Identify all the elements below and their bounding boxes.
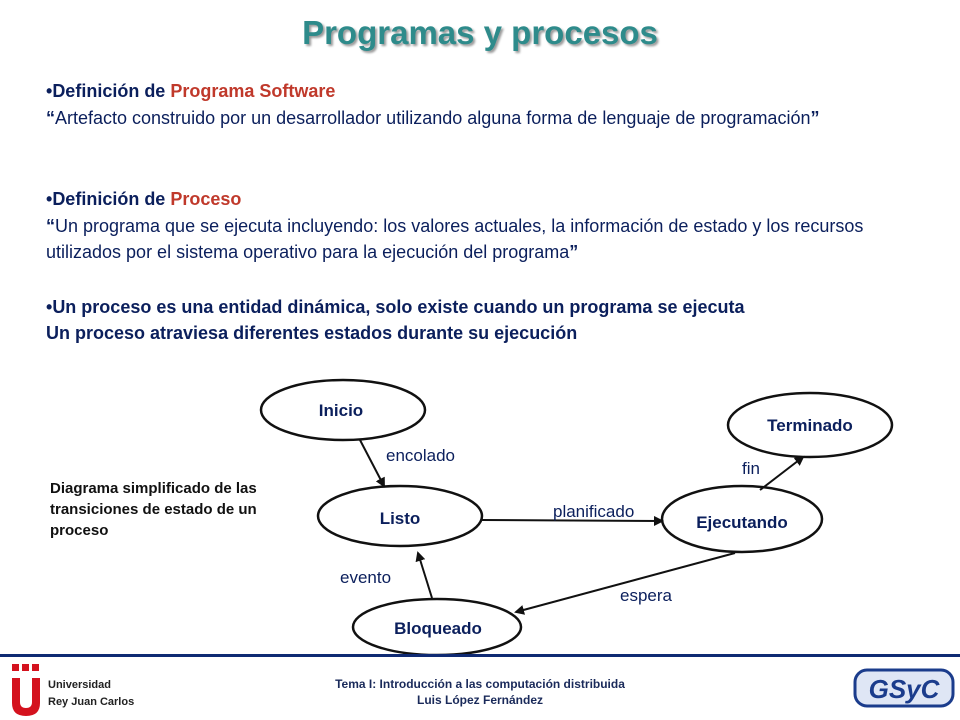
state-diagram: [0, 360, 960, 655]
transition-encolado-label: encolado: [386, 446, 456, 465]
statement-text: Un proceso es una entidad dinámica, solo existe cuando un programa se ejecuta: [52, 297, 745, 317]
definition-label: Definición de: [52, 81, 171, 101]
section-programa: [46, 78, 916, 131]
definition-term: Programa Software: [170, 81, 336, 101]
section-proceso: [46, 186, 916, 265]
footer-author: Luis López Fernández: [416, 693, 543, 707]
transition-fin-arrow: [760, 457, 803, 490]
urjc-logo-line2: Rey Juan Carlos: [48, 696, 135, 708]
definition-label: Definición de: [52, 189, 171, 209]
transition-fin-label: fin: [742, 459, 760, 478]
statement-line-2: Un proceso atraviesa diferentes estados durante su ejecución: [46, 323, 578, 343]
section-dinamica: [46, 294, 916, 346]
state-bloqueado-label: Bloqueado: [394, 619, 482, 638]
footer-divider: [0, 654, 960, 657]
definition-quote: “Un programa que se ejecuta incluyendo: los valores actuales, la información de estado y los recursos utilizados por el sistema operativo para la ejecución del programa”: [46, 216, 864, 262]
definition-quote: “Artefacto construido por un desarrollador utilizando alguna forma de lenguaje de programación”: [46, 108, 820, 128]
statement-line: •Un proceso es una entidad dinámica, solo existe cuando un programa se ejecuta: [46, 297, 745, 317]
transition-evento-label: evento: [340, 568, 392, 587]
definition-heading: •Definición de Proceso: [46, 189, 242, 209]
state-listo-label: Listo: [379, 509, 421, 528]
state-inicio-label: Inicio: [318, 401, 364, 420]
slide-title: Programas y procesos: [302, 14, 658, 51]
urjc-logo: [8, 660, 178, 718]
state-ejecutando-label: Ejecutando: [696, 513, 788, 532]
definition-heading: •Definición de Programa Software: [46, 81, 336, 101]
quote-text: Artefacto construido por un desarrollador utilizando alguna forma de lenguaje de programación: [55, 108, 811, 128]
state-terminado-label: Terminado: [767, 416, 853, 435]
transition-encolado-arrow: [360, 440, 384, 486]
gsyc-logo: [852, 662, 956, 712]
gsyc-logo-text: GSyC: [868, 674, 940, 704]
transition-espera-label: espera: [620, 586, 672, 605]
footer-topic: Tema I: Introducción a las computación distribuida: [335, 677, 625, 691]
transition-evento-arrow: [418, 553, 432, 598]
transition-planificado-label: planificado: [553, 502, 635, 521]
definition-term: Proceso: [170, 189, 242, 209]
urjc-logo-line1: Universidad: [48, 679, 111, 691]
diagram-caption: Diagrama simplificado de las transiciones de estado de un proceso: [50, 480, 257, 539]
quote-text: Un programa que se ejecuta incluyendo: los valores actuales, la información de estado y los recursos utilizados por el sistema operativo para la ejecución del programa: [46, 216, 864, 262]
